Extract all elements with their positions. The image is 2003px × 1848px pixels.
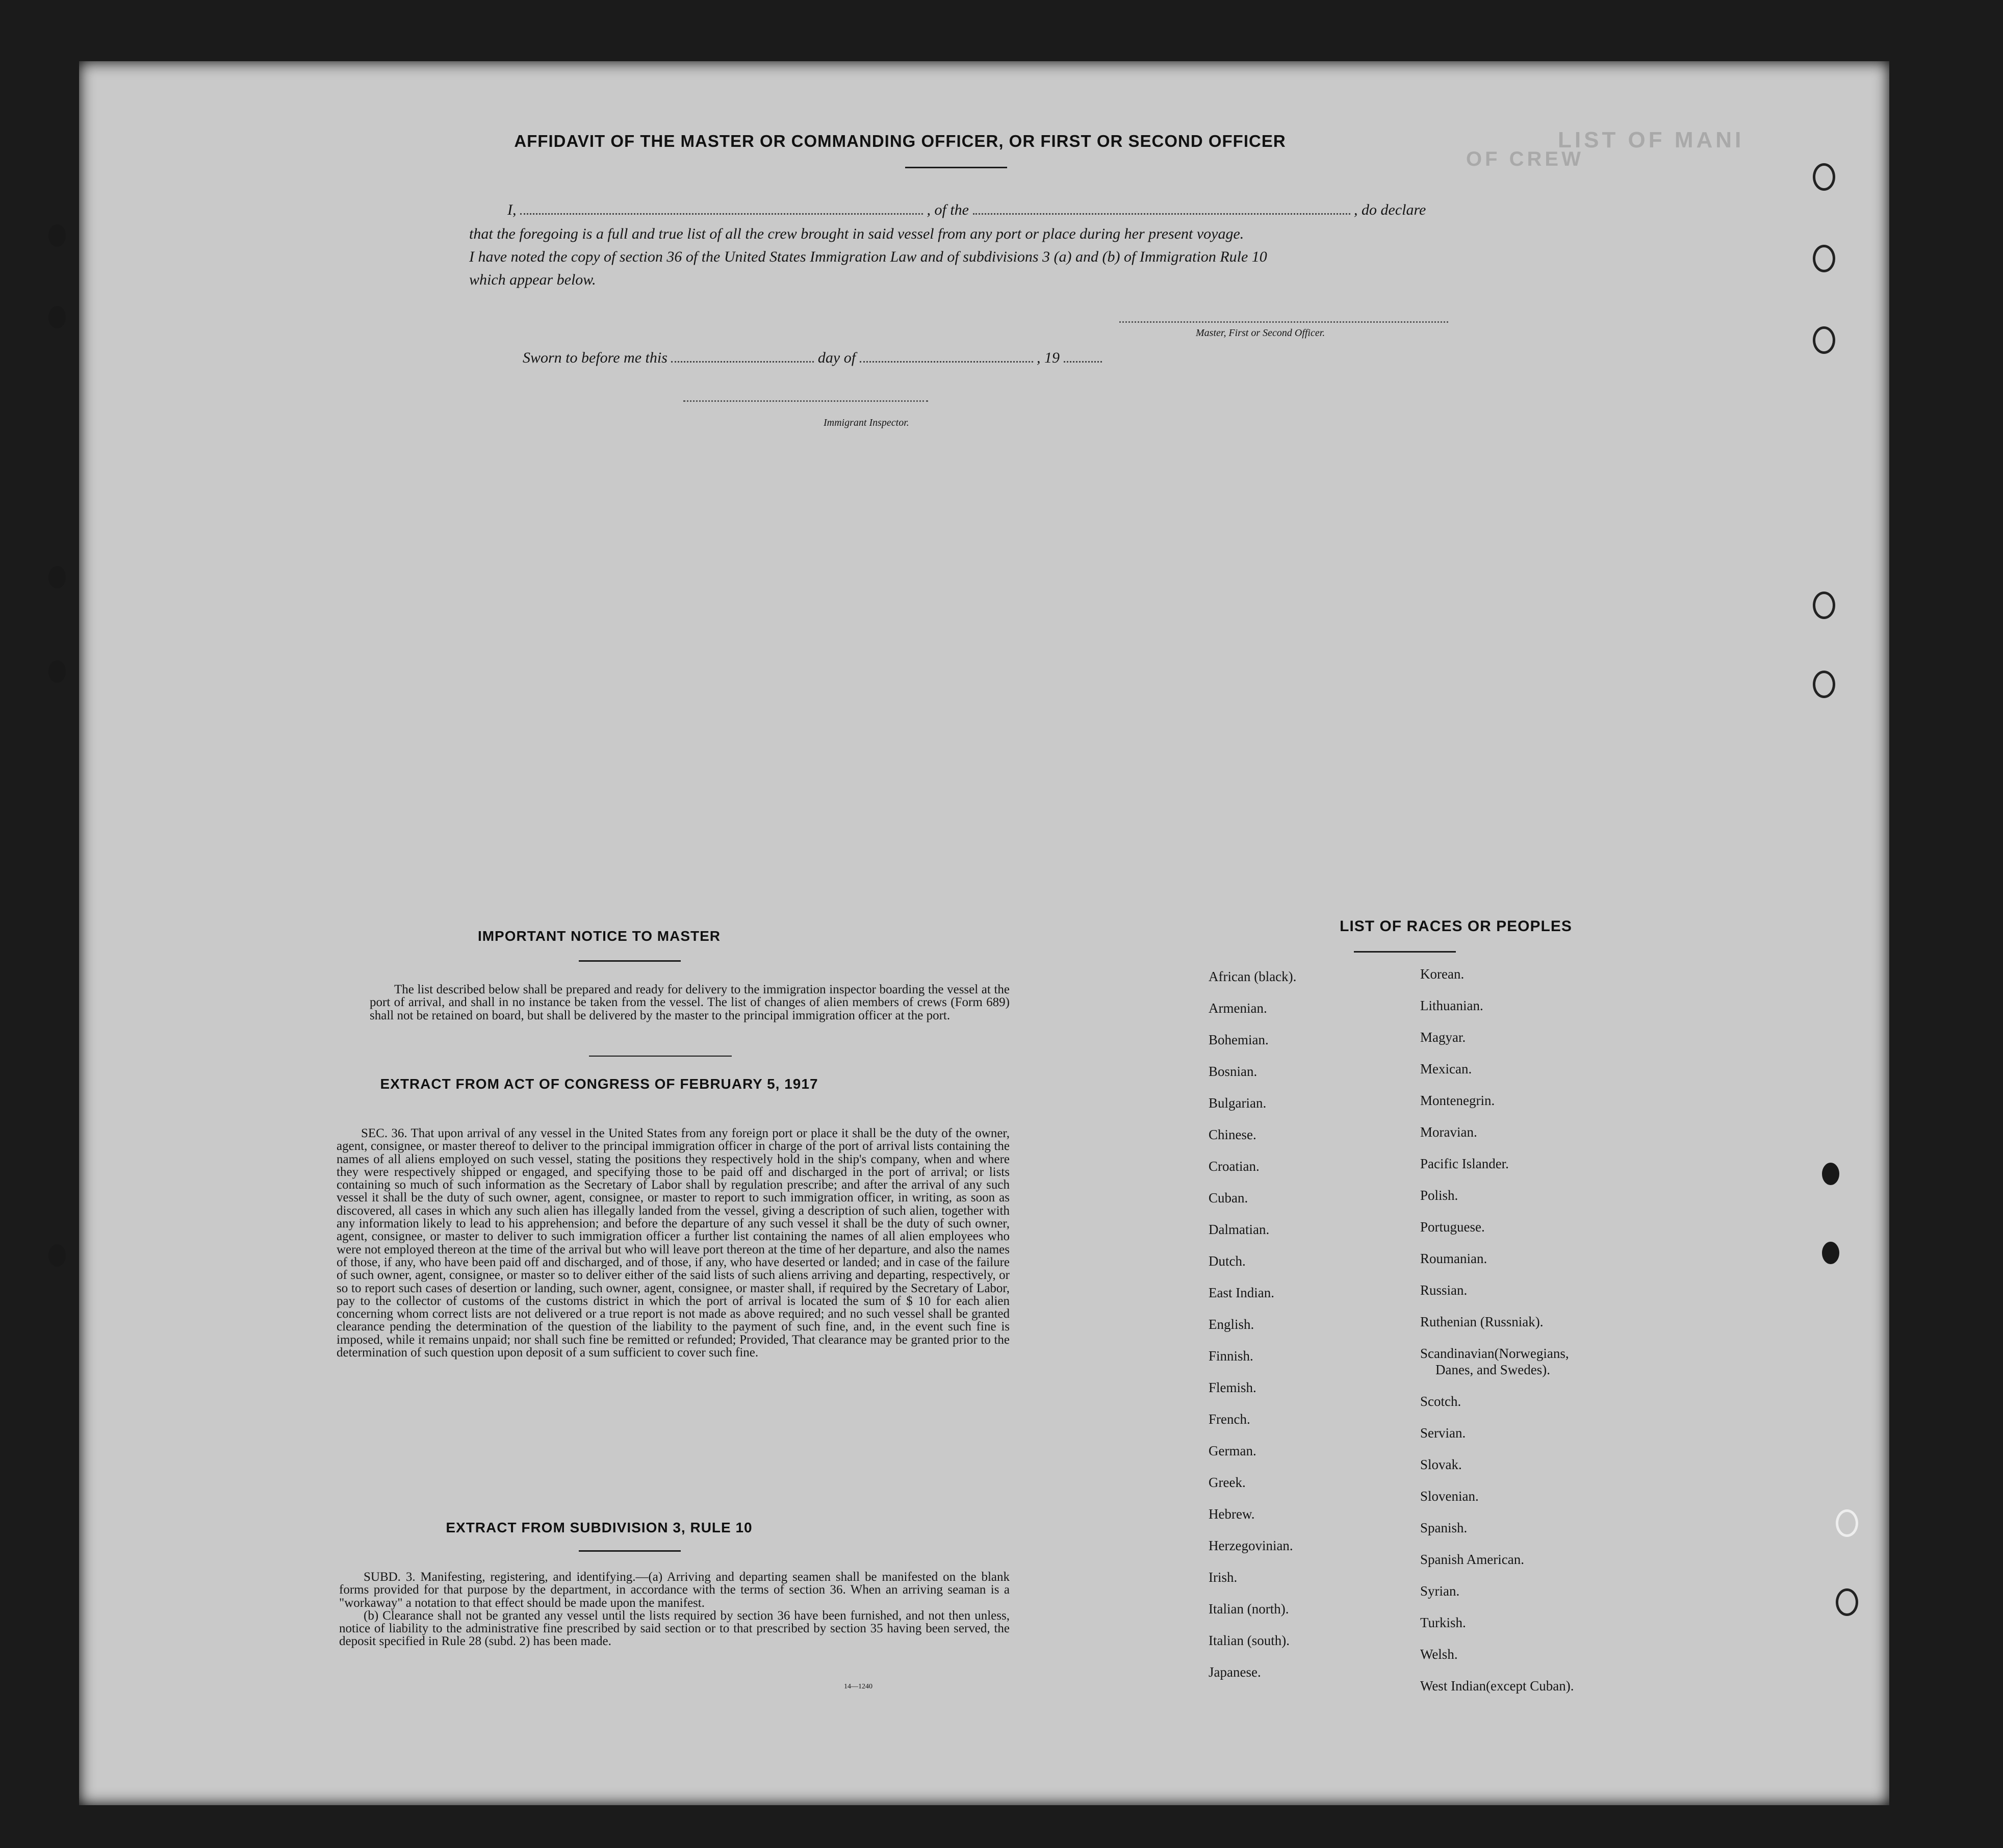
binder-hole bbox=[48, 224, 66, 247]
race-item: Roumanian. bbox=[1420, 1251, 1487, 1266]
race-item: Welsh. bbox=[1420, 1647, 1458, 1662]
race-item: Servian. bbox=[1420, 1425, 1466, 1441]
binder-ring bbox=[1836, 1509, 1858, 1537]
sworn-month-field[interactable] bbox=[860, 361, 1033, 363]
binder-hole bbox=[48, 306, 66, 328]
name-field[interactable] bbox=[520, 213, 923, 215]
race-item: Italian (north). bbox=[1209, 1601, 1289, 1616]
race-item: Scotch. bbox=[1420, 1394, 1461, 1409]
affidavit-line-4: which appear below. bbox=[469, 271, 596, 288]
document-page bbox=[79, 61, 1889, 1805]
race-item: Syrian. bbox=[1420, 1583, 1460, 1599]
race-item: Slovenian. bbox=[1420, 1488, 1479, 1504]
extract-act-text bbox=[337, 1127, 1010, 1359]
race-item: Lithuanian. bbox=[1420, 998, 1483, 1013]
inspector-signature-line[interactable] bbox=[683, 400, 928, 402]
race-item: Irish. bbox=[1209, 1570, 1238, 1585]
affidavit-line-2: that the foregoing is a full and true list of all the crew brought in said vessel from any port or place during her present voyage. bbox=[469, 225, 1244, 242]
race-item: Bulgarian. bbox=[1209, 1095, 1267, 1111]
race-item: Scandinavian(Norwegians, bbox=[1420, 1346, 1569, 1361]
affidavit-title-rule bbox=[905, 167, 1007, 168]
race-item: German. bbox=[1209, 1443, 1256, 1458]
race-item: Mexican. bbox=[1420, 1061, 1472, 1076]
master-signature-line[interactable] bbox=[1119, 321, 1448, 323]
section-36-paragraph: SEC. 36. That upon arrival of any vessel in the United States from any foreign port or place it shall be the duty of the owner, agent, consignee, or master thereof to deliver to the principal immigration officer in charge of the port of arrival lists containing the names of all aliens employed on such vessel, stating the positions they respectively hold in the ship's company, when and where they were respectively shipped or engaged, and specifying those to be paid off and discharged in the port of arrival; or lists containing so much of such information as the Secretary of Labor shall by regulation prescribe; and after the arrival of any such vessel it shall be the duty of such owner, agent, consignee, or master to report to such immigration officer, in writing, as soon as discovered, all cases in which any such alien has illegally landed from the vessel, giving a description of such alien, together with any information likely to lead to his apprehension; and before the departure of any such vessel it shall be the duty of such owner, agent, consignee, or master to deliver to such immigration officer a further list containing the names of all alien employees who were not employed thereon at the time of the arrival but who will leave port thereon at the time of her departure, and also the names of those, if any, who have been paid off and discharged, and of those, if any, who have deserted or landed; and in case of the failure of such owner, agent, consignee, or master so to deliver either of the said lists of such aliens arriving and departing, respectively, or so to report such cases of desertion or landing, such owner, agent, consignee, or master shall, if required by the Secretary of Labor, pay to the collector of customs of the customs district in which the port of arrival is located the sum of $ 10 for each alien concerning whom correct lists are not delivered or a true report is not made as above required; and no such vessel shall be granted clearance pending the determination of the question of the liability to the payment of such fine, and, in the event such fine is imposed, while it remains unpaid; nor shall such fine be remitted or refunded; Provided, That clearance may be granted prior to the determination of such question upon deposit of a sum sufficient to cover such fine. bbox=[337, 1126, 1010, 1360]
sworn-day-field[interactable] bbox=[671, 361, 814, 363]
binder-hole bbox=[48, 566, 66, 588]
race-item: Finnish. bbox=[1209, 1348, 1253, 1364]
master-caption: Master, First or Second Officer. bbox=[1196, 327, 1325, 339]
notice-text bbox=[370, 983, 1010, 1022]
race-item: Dutch. bbox=[1209, 1253, 1246, 1269]
year-label: , 19 bbox=[1037, 349, 1060, 366]
race-item: Italian (south). bbox=[1209, 1633, 1290, 1648]
extract-rule-title-rule bbox=[579, 1550, 681, 1552]
subdivision-3a-paragraph: SUBD. 3. Manifesting, registering, and identifying.—(a) Arriving and departing seamen shall be manifested on the blank forms provided for that purpose by the department, in accordance with the terms of section 36. When an arriving seaman is a "workaway" a notation to that effect should be made upon the manifest. bbox=[339, 1570, 1010, 1610]
affidavit-declare-label: , do declare bbox=[1354, 201, 1426, 218]
race-item: Russian. bbox=[1420, 1282, 1468, 1298]
race-item: Greek. bbox=[1209, 1475, 1246, 1490]
binder-hole bbox=[1822, 1242, 1839, 1264]
race-item: Montenegrin. bbox=[1420, 1093, 1495, 1108]
race-item: Flemish. bbox=[1209, 1380, 1256, 1395]
race-item: French. bbox=[1209, 1411, 1250, 1427]
binder-ring bbox=[1813, 163, 1835, 191]
extract-act-title: EXTRACT FROM ACT OF CONGRESS OF FEBRUARY 5, 1917 bbox=[380, 1076, 818, 1092]
affidavit-of-the-label: , of the bbox=[927, 201, 969, 218]
race-item: Bosnian. bbox=[1209, 1064, 1257, 1079]
race-item: Pacific Islander. bbox=[1420, 1156, 1509, 1171]
bleed-through-heading: LIST OF MANI bbox=[1558, 127, 1744, 152]
binder-ring bbox=[1813, 326, 1835, 354]
affidavit-i-label: I, bbox=[507, 201, 517, 218]
race-item: Herzegovinian. bbox=[1209, 1538, 1293, 1553]
day-of-label: day of bbox=[817, 349, 856, 366]
race-item: Polish. bbox=[1420, 1188, 1458, 1203]
race-item: East Indian. bbox=[1209, 1285, 1274, 1300]
bleed-through-heading: OF CREW bbox=[1466, 148, 1584, 170]
race-item: Spanish American. bbox=[1420, 1552, 1524, 1567]
race-item: Magyar. bbox=[1420, 1030, 1466, 1045]
subdivision-3b-paragraph: (b) Clearance shall not be granted any vessel until the lists required by section 36 have been furnished, and not then unless, notice of liability to the administrative fine prescribed by said section or to that prescribed by section 35 having been served, the deposit specified in Rule 28 (subd. 2) has been made. bbox=[339, 1608, 1010, 1649]
binder-ring bbox=[1813, 671, 1835, 698]
race-item: Turkish. bbox=[1420, 1615, 1466, 1630]
race-item: West Indian(except Cuban). bbox=[1420, 1678, 1574, 1693]
race-item: Croatian. bbox=[1209, 1159, 1260, 1174]
affidavit-declaration-line bbox=[507, 201, 1426, 219]
vessel-field[interactable] bbox=[973, 213, 1350, 215]
extract-rule-title: EXTRACT FROM SUBDIVISION 3, RULE 10 bbox=[446, 1520, 753, 1535]
sworn-line bbox=[523, 349, 1102, 367]
race-item: Armenian. bbox=[1209, 1000, 1267, 1016]
binder-hole bbox=[48, 1244, 66, 1267]
race-item: Slovak. bbox=[1420, 1457, 1462, 1472]
notice-title: IMPORTANT NOTICE TO MASTER bbox=[477, 928, 721, 944]
race-item: Danes, and Swedes). bbox=[1435, 1362, 1550, 1377]
binder-ring bbox=[1836, 1588, 1858, 1616]
race-item: Chinese. bbox=[1209, 1127, 1256, 1142]
race-item: Bohemian. bbox=[1209, 1032, 1269, 1047]
race-item: Ruthenian (Russniak). bbox=[1420, 1314, 1544, 1329]
race-item: Dalmatian. bbox=[1209, 1222, 1270, 1237]
extract-rule-text bbox=[339, 1571, 1010, 1648]
binder-ring bbox=[1813, 592, 1835, 619]
form-number: 14—1240 bbox=[844, 1683, 872, 1690]
race-item: Moravian. bbox=[1420, 1124, 1477, 1140]
notice-separator bbox=[589, 1056, 732, 1057]
inspector-caption: Immigrant Inspector. bbox=[824, 417, 909, 428]
race-item: Japanese. bbox=[1209, 1664, 1261, 1680]
race-item: Korean. bbox=[1420, 966, 1465, 982]
race-item: Spanish. bbox=[1420, 1520, 1468, 1535]
notice-title-rule bbox=[579, 960, 681, 962]
race-item: Cuban. bbox=[1209, 1190, 1248, 1205]
race-item: Portuguese. bbox=[1420, 1219, 1485, 1235]
binder-hole bbox=[48, 660, 66, 683]
notice-paragraph: The list described below shall be prepared and ready for delivery to the immigration inspector boarding the vessel at the port of arrival, and shall in no instance be taken from the vessel. The list of changes of alien members of crews (Form 689) shall not be retained on board, but shall be delivered by the master to the principal immigration officer at the port. bbox=[370, 983, 1010, 1022]
races-title-rule bbox=[1354, 951, 1456, 953]
binder-hole bbox=[1822, 1163, 1839, 1185]
sworn-label: Sworn to before me this bbox=[523, 349, 667, 366]
sworn-year-field[interactable] bbox=[1064, 361, 1102, 363]
race-item: African (black). bbox=[1209, 969, 1297, 984]
affidavit-title: AFFIDAVIT OF THE MASTER OR COMMANDING OFFICER, OR FIRST OR SECOND OFFICER bbox=[514, 132, 1286, 150]
binder-ring bbox=[1813, 245, 1835, 272]
races-title: LIST OF RACES OR PEOPLES bbox=[1340, 918, 1572, 935]
affidavit-line-3: I have noted the copy of section 36 of the United States Immigration Law and of subdivisions 3 (a) and (b) of Immigration Rule 10 bbox=[469, 248, 1267, 265]
race-item: Hebrew. bbox=[1209, 1506, 1255, 1522]
race-item: English. bbox=[1209, 1317, 1254, 1332]
